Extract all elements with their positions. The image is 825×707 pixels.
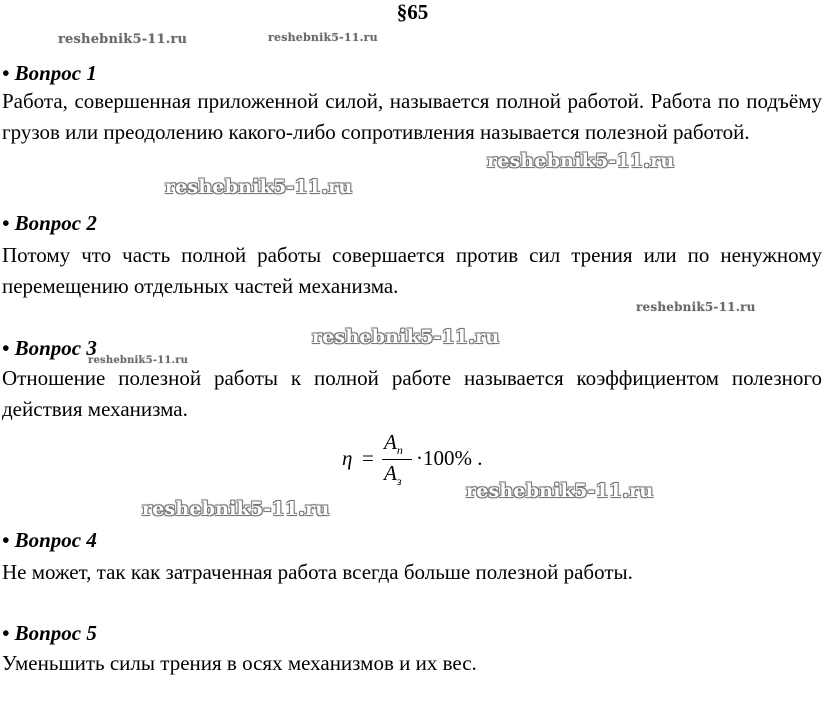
formula-denominator	[384, 461, 402, 486]
question-1-heading: • Вопрос 1	[2, 61, 97, 85]
formula-numerator	[384, 430, 403, 455]
question-2-heading: • Вопрос 2	[2, 211, 97, 235]
question-2-answer: Потому что часть полной работы совершается против сил трения или по ненужному перемещению отдельных частей механизма.	[2, 243, 822, 298]
formula-numerator-symbol: A	[384, 430, 397, 454]
watermark: reshebnik5-11.ru	[487, 150, 675, 172]
question-3-answer: Отношение полезной работы к полной работе называется коэффициентом полезного действия механизма.	[2, 366, 822, 421]
question-3-heading: • Вопрос 3	[2, 336, 97, 360]
watermark: reshebnik5-11.ru	[142, 498, 330, 520]
formula-denominator-symbol: A	[384, 461, 397, 485]
formula-eta: η	[342, 446, 353, 470]
watermark: reshebnik5-11.ru	[268, 31, 378, 44]
question-5-heading: • Вопрос 5	[2, 621, 97, 645]
formula-numerator-sub: п	[396, 443, 403, 457]
formula-fraction-line	[382, 459, 412, 460]
watermark: reshebnik5-11.ru	[88, 355, 189, 366]
question-1-answer: Работа, совершенная приложенной силой, называется полной работой. Работа по подъёму грузов или преодолению какого-либо сопротивления называется полезной работой.	[2, 89, 822, 144]
watermark: reshebnik5-11.ru	[466, 480, 654, 502]
question-4-heading: • Вопрос 4	[2, 528, 97, 552]
watermark: reshebnik5-11.ru	[636, 300, 756, 314]
formula-percent: ·100% .	[416, 446, 483, 470]
watermark: reshebnik5-11.ru	[165, 176, 353, 198]
watermark: reshebnik5-11.ru	[58, 32, 188, 47]
watermark: reshebnik5-11.ru	[312, 326, 500, 348]
formula-equals: =	[362, 446, 374, 470]
section-title: §65	[396, 0, 429, 24]
question-5-answer: Уменьшить силы трения в осях механизмов и их вес.	[2, 651, 477, 675]
formula-denominator-sub: з	[396, 474, 402, 488]
question-4-answer: Не может, так как затраченная работа всегда больше полезной работы.	[2, 560, 633, 584]
